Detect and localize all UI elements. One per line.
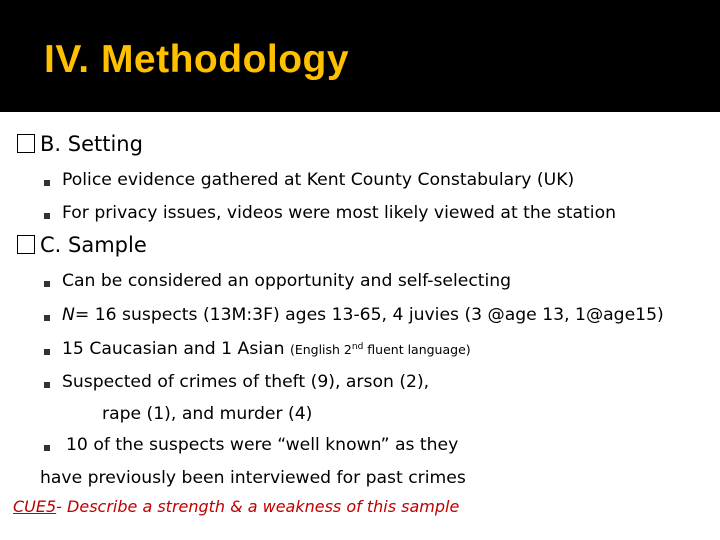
bullet-item: Suspected of crimes of theft (9), arson (2), [62,372,430,392]
bullet-item [62,339,471,359]
bullet-text: = 16 suspects (13M:3F) ages 13-65, 4 juvies (3 @age 13, 1@age15) [74,305,664,325]
bullet-item: 10 of the suspects were “well known” as they [66,435,459,455]
bullet-item: Can be considered an opportunity and self-selecting [62,271,512,291]
checkbox-icon [17,235,35,254]
bullet-square-icon [44,349,50,355]
bullet-square-icon [44,382,50,388]
bullet-square-icon [44,445,50,451]
bullet-item: Police evidence gathered at Kent County Constabulary (UK) [62,170,575,190]
bullet-text: 15 Caucasian and 1 Asian [62,339,290,359]
section-heading-label: C. Sample [40,233,147,257]
bullet-square-icon [44,213,50,219]
section-heading-sample [17,233,147,257]
language-note: (English 2nd fluent language) [289,341,471,357]
bullet-item [62,305,664,325]
n-variable: N [62,305,75,325]
bullet-continuation: have previously been interviewed for past crimes [40,468,466,488]
bullet-item: For privacy issues, videos were most likely viewed at the station [62,203,616,223]
cue-label: CUE5 [13,497,57,516]
bullet-square-icon [44,315,50,321]
slide-title: IV. Methodology [44,38,350,81]
cue-prompt [13,497,459,516]
slide-content [0,112,720,540]
checkbox-icon [17,134,35,153]
bullet-square-icon [44,180,50,186]
bullet-continuation: rape (1), and murder (4) [102,404,313,424]
bullet-square-icon [44,281,50,287]
section-heading-label: B. Setting [40,132,143,156]
section-heading-setting [17,132,143,156]
cue-text: - Describe a strength & a weakness of this sample [56,497,460,516]
